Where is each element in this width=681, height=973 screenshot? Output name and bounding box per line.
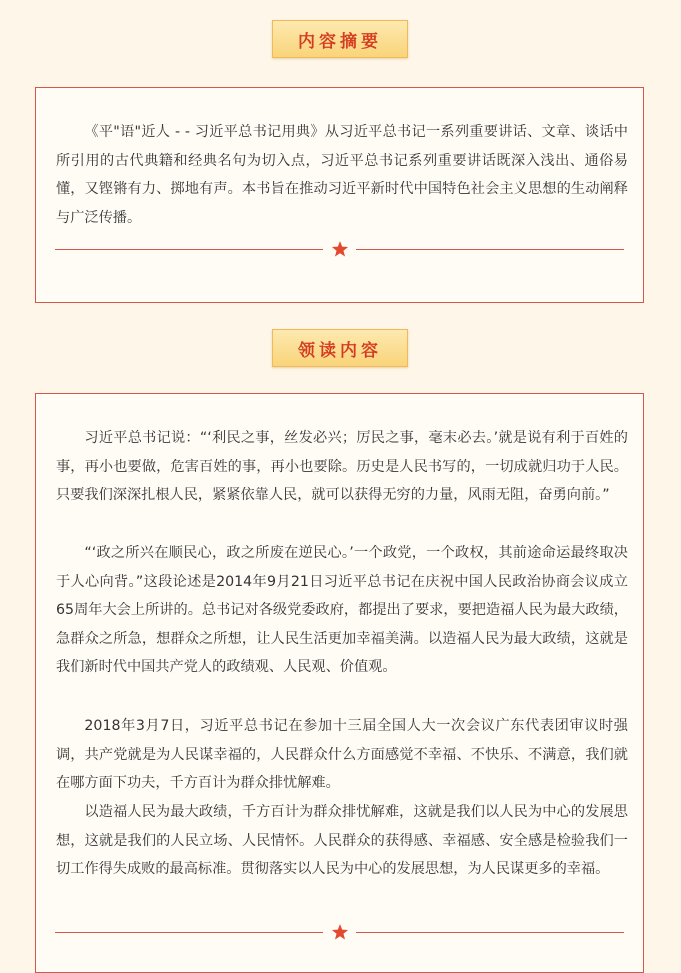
star-icon	[331, 240, 349, 258]
summary-section-title: 内容摘要	[272, 20, 408, 58]
divider-line-right	[356, 249, 624, 250]
reading-section-title: 领读内容	[272, 329, 408, 367]
star-icon	[331, 923, 349, 941]
divider-line-left	[55, 249, 323, 250]
reading-paragraph-3: 2018年3月7日，习近平总书记在参加十三届全国人大一次会议广东代表团审议时强调，共产党就是为人民谋幸福的，人民群众什么方面感觉不幸福、不快乐、不满意，我们就在哪方面下功夫，千方百计为群众排忧解难。	[56, 718, 628, 791]
reading-divider	[55, 923, 624, 943]
divider-line-right	[356, 932, 624, 933]
reading-paragraph-2: “‘政之所兴在顺民心，政之所废在逆民心。’一个政党，一个政权，其前途命运最终取决于人心向背。”这段论述是2014年9月21日习近平总书记在庆祝中国人民政治协商会议成立65周年大会上所讲的。总书记对各级党委政府，都提出了要求，要把造福人民为最大政绩，急群众之所急，想群众之所想，让人民生活更加幸福美满。以造福人民为最大政绩，这就是我们新时代中国共产党人的政绩观、人民观、价值观。	[56, 545, 628, 675]
divider-line-left	[55, 932, 323, 933]
summary-divider	[55, 240, 624, 260]
summary-paragraph: 《平"语"近人 - - 习近平总书记用典》从习近平总书记一系列重要讲话、文章、谈话中所引用的古代典籍和经典名句为切入点，习近平总书记系列重要讲话既深入浅出、通俗易懂，又铿锵有力、掷地有声。本书旨在推动习近平新时代中国特色社会主义思想的生动阐释与广泛传播。	[56, 124, 628, 226]
reading-paragraph-1: 习近平总书记说：“‘利民之事，丝发必兴；厉民之事，毫末必去。’就是说有利于百姓的事，再小也要做，危害百姓的事，再小也要除。历史是人民书写的，一切成就归功于人民。只要我们深深扎根人民，紧紧依靠人民，就可以获得无穷的力量，风雨无阻，奋勇向前。”	[56, 430, 628, 503]
reading-paragraph-4: 以造福人民为最大政绩，千方百计为群众排忧解难，这就是我们以人民为中心的发展思想，这就是我们的人民立场、人民情怀。人民群众的获得感、幸福感、安全感是检验我们一切工作得失成败的最高标准。贯彻落实以人民为中心的发展思想，为人民谋更多的幸福。	[56, 804, 628, 877]
